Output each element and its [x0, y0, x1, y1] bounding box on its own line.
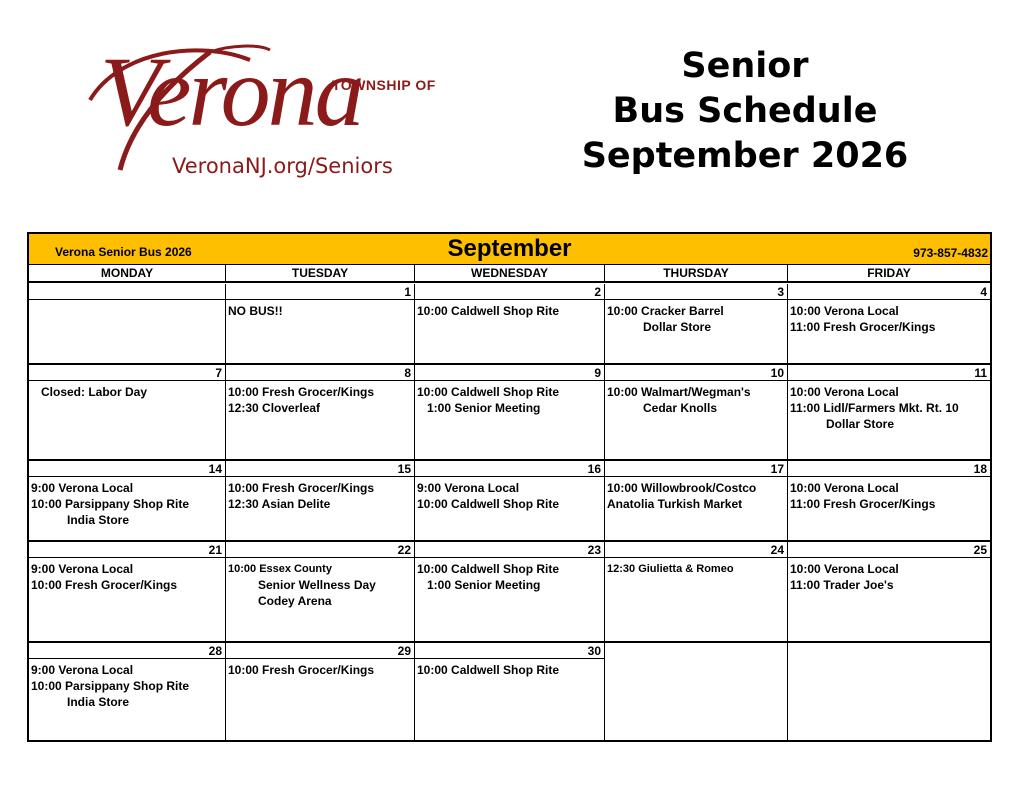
- day-cell-16: [415, 461, 605, 542]
- day-header-tuesday: TUESDAY: [226, 265, 415, 281]
- event-line: 10:00 Verona Local: [790, 562, 899, 576]
- event-line: 12:30 Cloverleaf: [228, 401, 321, 415]
- day-number: 15: [226, 461, 414, 477]
- day-cell-2: [415, 284, 605, 365]
- event-line: 10:00 Essex County: [228, 563, 332, 575]
- day-events: [605, 300, 787, 335]
- day-cell-11: [788, 365, 990, 461]
- day-number: 29: [226, 643, 414, 659]
- day-cell-25: [788, 542, 990, 643]
- calendar-banner: [29, 234, 990, 265]
- day-events: [415, 381, 604, 416]
- event-line: 10:00 Fresh Grocer/Kings: [228, 385, 375, 399]
- day-number: 21: [29, 542, 225, 558]
- day-cell-4: [788, 284, 990, 365]
- day-events: [29, 477, 225, 528]
- event-line: Dollar Store: [643, 320, 712, 334]
- event-line: 11:00 Fresh Grocer/Kings: [790, 497, 936, 511]
- event-line: 11:00 Trader Joe's: [790, 578, 894, 592]
- day-cell-14: [29, 461, 226, 542]
- day-cell-30: [415, 643, 605, 741]
- event-line: 11:00 Fresh Grocer/Kings: [790, 320, 936, 334]
- event-line: NO BUS!!: [228, 304, 283, 318]
- logo-verona-word: Verona: [100, 36, 362, 147]
- day-number: 1: [226, 284, 414, 300]
- event-line: 10:00 Verona Local: [790, 385, 899, 399]
- event-line: India Store: [67, 695, 130, 709]
- day-events: [788, 558, 990, 593]
- day-events: [29, 381, 225, 400]
- phone-number: 973-857-4832: [913, 246, 988, 260]
- event-line: 10:00 Parsippany Shop Rite: [31, 679, 190, 693]
- month-title: September: [447, 235, 572, 262]
- day-events: [415, 477, 604, 512]
- event-line: 9:00 Verona Local: [31, 562, 134, 576]
- event-line: 12:30 Asian Delite: [228, 497, 331, 511]
- event-line: Cedar Knolls: [643, 401, 718, 415]
- day-cell-23: [415, 542, 605, 643]
- day-events: [226, 381, 414, 416]
- page-title: [520, 44, 970, 179]
- day-events: [29, 558, 225, 593]
- banner-program-name: Verona Senior Bus 2026: [55, 245, 192, 259]
- day-cell-24: [605, 542, 788, 643]
- day-number: 16: [415, 461, 604, 477]
- event-line: Anatolia Turkish Market: [607, 497, 743, 511]
- day-number: 17: [605, 461, 787, 477]
- day-events: [29, 659, 225, 710]
- day-header-friday: FRIDAY: [867, 266, 911, 280]
- event-line: 10:00 Verona Local: [790, 304, 899, 318]
- day-number: 7: [29, 365, 225, 381]
- event-line: 9:00 Verona Local: [31, 663, 134, 677]
- day-events: [605, 381, 787, 416]
- township-logo: [60, 30, 440, 190]
- day-number: 9: [415, 365, 604, 381]
- day-number: 22: [226, 542, 414, 558]
- event-line: 10:00 Fresh Grocer/Kings: [228, 663, 375, 677]
- event-line: 1:00 Senior Meeting: [427, 578, 541, 592]
- logo-township-text: TOWNSHIP OF: [332, 77, 436, 93]
- day-events: [226, 558, 414, 609]
- day-number: 14: [29, 461, 225, 477]
- event-line: 10:00 Parsippany Shop Rite: [31, 497, 190, 511]
- event-line: Codey Arena: [258, 594, 332, 608]
- event-line: 12:30 Giulietta & Romeo: [607, 563, 734, 575]
- day-cell-9: [415, 365, 605, 461]
- day-cell-21: [29, 542, 226, 643]
- day-cell-3: [605, 284, 788, 365]
- logo-url: VeronaNJ.org/Seniors: [172, 154, 393, 178]
- event-line: 11:00 Lidl/Farmers Mkt. Rt. 10: [790, 401, 959, 415]
- day-headers-row: [29, 265, 990, 283]
- day-number: 23: [415, 542, 604, 558]
- event-line: 1:00 Senior Meeting: [427, 401, 541, 415]
- day-events: [788, 477, 990, 512]
- day-number: 25: [788, 542, 990, 558]
- day-number: 11: [788, 365, 990, 381]
- day-cell-18: [788, 461, 990, 542]
- day-cell-15: [226, 461, 415, 542]
- event-line: 10:00 Caldwell Shop Rite: [417, 304, 560, 318]
- day-number: 30: [415, 643, 604, 659]
- day-cell-1: [226, 284, 415, 365]
- day-cell-28: [29, 643, 226, 741]
- day-number: 24: [605, 542, 787, 558]
- day-number: [29, 284, 225, 300]
- title-line-1: Senior: [681, 46, 809, 86]
- event-line: 10:00 Caldwell Shop Rite: [417, 497, 560, 511]
- event-line: 9:00 Verona Local: [31, 481, 134, 495]
- day-events: [605, 558, 787, 577]
- event-line: 10:00 Caldwell Shop Rite: [417, 385, 560, 399]
- day-events: [788, 381, 990, 432]
- event-line: 10:00 Verona Local: [790, 481, 899, 495]
- day-events: [226, 659, 414, 678]
- day-events: [415, 558, 604, 593]
- title-line-3: September 2026: [581, 136, 909, 176]
- day-cell-8: [226, 365, 415, 461]
- event-line: 10:00 Fresh Grocer/Kings: [31, 578, 178, 592]
- event-line: Senior Wellness Day: [258, 578, 376, 592]
- day-events: [29, 300, 225, 303]
- event-line: 10:00 Cracker Barrel: [607, 304, 724, 318]
- day-events: [605, 477, 787, 512]
- day-header-monday: MONDAY: [29, 265, 226, 281]
- event-line: 10:00 Caldwell Shop Rite: [417, 663, 560, 677]
- event-line: 10:00 Caldwell Shop Rite: [417, 562, 560, 576]
- day-number: 28: [29, 643, 225, 659]
- calendar-table: [27, 232, 992, 742]
- day-cell-7: [29, 365, 226, 461]
- empty-day-cell: [29, 284, 226, 365]
- event-line: 10:00 Willowbrook/Costco: [607, 481, 757, 495]
- event-line: 9:00 Verona Local: [417, 481, 520, 495]
- day-cell-29: [226, 643, 415, 741]
- day-number: 2: [415, 284, 604, 300]
- event-line: Dollar Store: [826, 417, 895, 431]
- day-events: [226, 300, 414, 319]
- day-cell-17: [605, 461, 788, 542]
- empty-day-cell: [605, 643, 788, 741]
- day-cell-10: [605, 365, 788, 461]
- empty-day-cell: [788, 643, 990, 741]
- day-header-thursday: THURSDAY: [605, 265, 788, 281]
- day-number: 4: [788, 284, 990, 300]
- day-number: 8: [226, 365, 414, 381]
- event-line: 10:00 Fresh Grocer/Kings: [228, 481, 375, 495]
- day-events: [788, 300, 990, 335]
- day-number: 18: [788, 461, 990, 477]
- day-number: 10: [605, 365, 787, 381]
- day-events: [415, 659, 604, 678]
- day-cell-22: [226, 542, 415, 643]
- day-number: 3: [605, 284, 787, 300]
- event-line: Closed: Labor Day: [41, 385, 148, 399]
- event-line: India Store: [67, 513, 130, 527]
- day-events: [415, 300, 604, 319]
- day-header-wednesday: WEDNESDAY: [415, 265, 605, 281]
- title-line-2: Bus Schedule: [612, 91, 878, 131]
- event-line: 10:00 Walmart/Wegman's: [607, 385, 751, 399]
- day-events: [226, 477, 414, 512]
